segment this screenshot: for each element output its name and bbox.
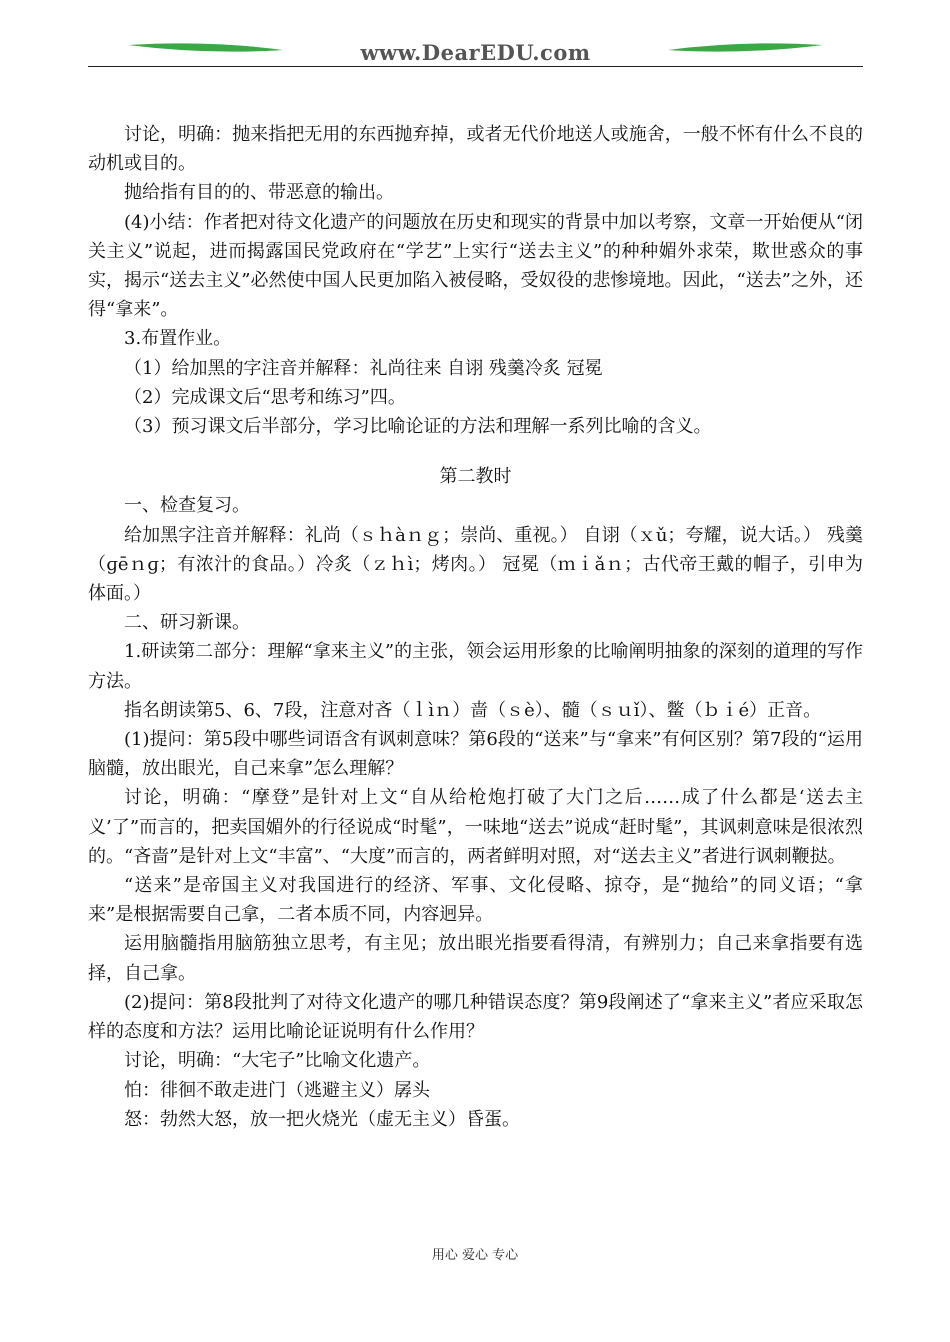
paragraph: 3.布置作业。 bbox=[124, 328, 232, 350]
page-footer: 用心 爱心 专心 bbox=[431, 1248, 519, 1263]
paragraph: 1.研读第二部分：理解“拿来主义”的主张，领会运用形象的比喻阐明抽象的深刻的道理的写作方法。 bbox=[88, 641, 863, 692]
paragraph: (4)小结：作者把对待文化遗产的问题放在历史和现实的背景中加以考察，文章一开始便从“闭关主义”说起，进而揭露国民党政府在“学艺”上实行“送去主义”的种种媚外求荣，欺世惑众的事实，揭示“送去主义”必然使中国人民更加陷入被侵略，受奴役的悲惨境地。因此，“送去”之外，还得“拿来”。 bbox=[88, 211, 863, 321]
paragraph: 讨论，明确：“大宅子”比喻文化遗产。 bbox=[124, 1050, 431, 1072]
document-body bbox=[88, 120, 863, 1134]
paragraph: (2)提问：第8段批判了对待文化遗产的哪几种错误态度？第9段阐述了“拿来主义”者应采取怎样的态度和方法？运用比喻论证说明有什么作用？ bbox=[88, 991, 863, 1043]
paragraph: （1）给加黑的字注音并解释：礼尚往来 自诩 残羹冷炙 冠冕 bbox=[124, 357, 603, 379]
paragraph: 一、检查复习。 bbox=[124, 495, 250, 517]
paragraph: (1)提问：第5段中哪些词语含有讽刺意味？第6段的“送来”与“拿来”有何区别？第7段的“运用脑髓，放出眼光，自己来拿”怎么理解？ bbox=[88, 729, 863, 780]
paragraph: （3）预习课文后半部分，学习比喻论证的方法和理解一系列比喻的含义。 bbox=[124, 416, 712, 438]
paragraph: 怕：徘徊不敢走进门（逃避主义）孱头 bbox=[124, 1079, 430, 1101]
page-header bbox=[88, 36, 863, 70]
paragraph: 指名朗读第5、6、7段，注意对吝（ｌìｎ）啬（ｓè）、髓（ｓｕǐ）、鳖（ｂｉé）正音。 bbox=[124, 699, 822, 721]
header-rule bbox=[88, 66, 863, 67]
paragraph: 抛给指有目的的、带恶意的输出。 bbox=[124, 182, 394, 204]
section-heading: 第二教时 bbox=[439, 466, 512, 488]
paragraph: 怒：勃然大怒，放一把火烧光（虚无主义）昏蛋。 bbox=[124, 1108, 520, 1130]
paragraph: 运用脑髓指用脑筋独立思考，有主见；放出眼光指要看得清，有辨别力；自己来拿指要有选择，自己拿。 bbox=[88, 933, 863, 984]
paragraph: （2）完成课文后“思考和练习”四。 bbox=[124, 386, 406, 408]
paragraph: 二、研习新课。 bbox=[124, 612, 250, 634]
paragraph: “送来”是帝国主义对我国进行的经济、军事、文化侵略、掠夺，是“抛给”的同义语；“拿来”是根据需要自己拿，二者本质不同，内容迥异。 bbox=[88, 875, 863, 926]
paragraph: 给加黑字注音并解释：礼尚（ｓｈàｎｇ；崇尚、重视。） 自诩（ｘǔ；夸耀，说大话。） 残羹（ɡēｎɡ；有浓汁的食品。）冷炙（ｚｈì；烤肉。） 冠冕（ｍｉǎｎ；古代帝王戴的帽子，引申为体面。） bbox=[88, 524, 863, 605]
paragraph: 讨论，明确：“摩登”是针对上文“自从给枪炮打破了大门之后……成了什么都是‘送去主义’了”而言的，把卖国媚外的行径说成“时髦”，一味地“送去”说成“赶时髦”，其讽刺意味是很浓烈的。“吝啬”是针对上文“丰富”、“大度”而言的，两者鲜明对照，对“送去主义”者进行讽刺鞭挞。 bbox=[88, 787, 863, 867]
paragraph: 讨论，明确：抛来指把无用的东西抛弃掉，或者无代价地送人或施舍，一般不怀有什么不良的动机或目的。 bbox=[88, 124, 863, 175]
site-url: www.DearEDU.com bbox=[360, 40, 591, 65]
